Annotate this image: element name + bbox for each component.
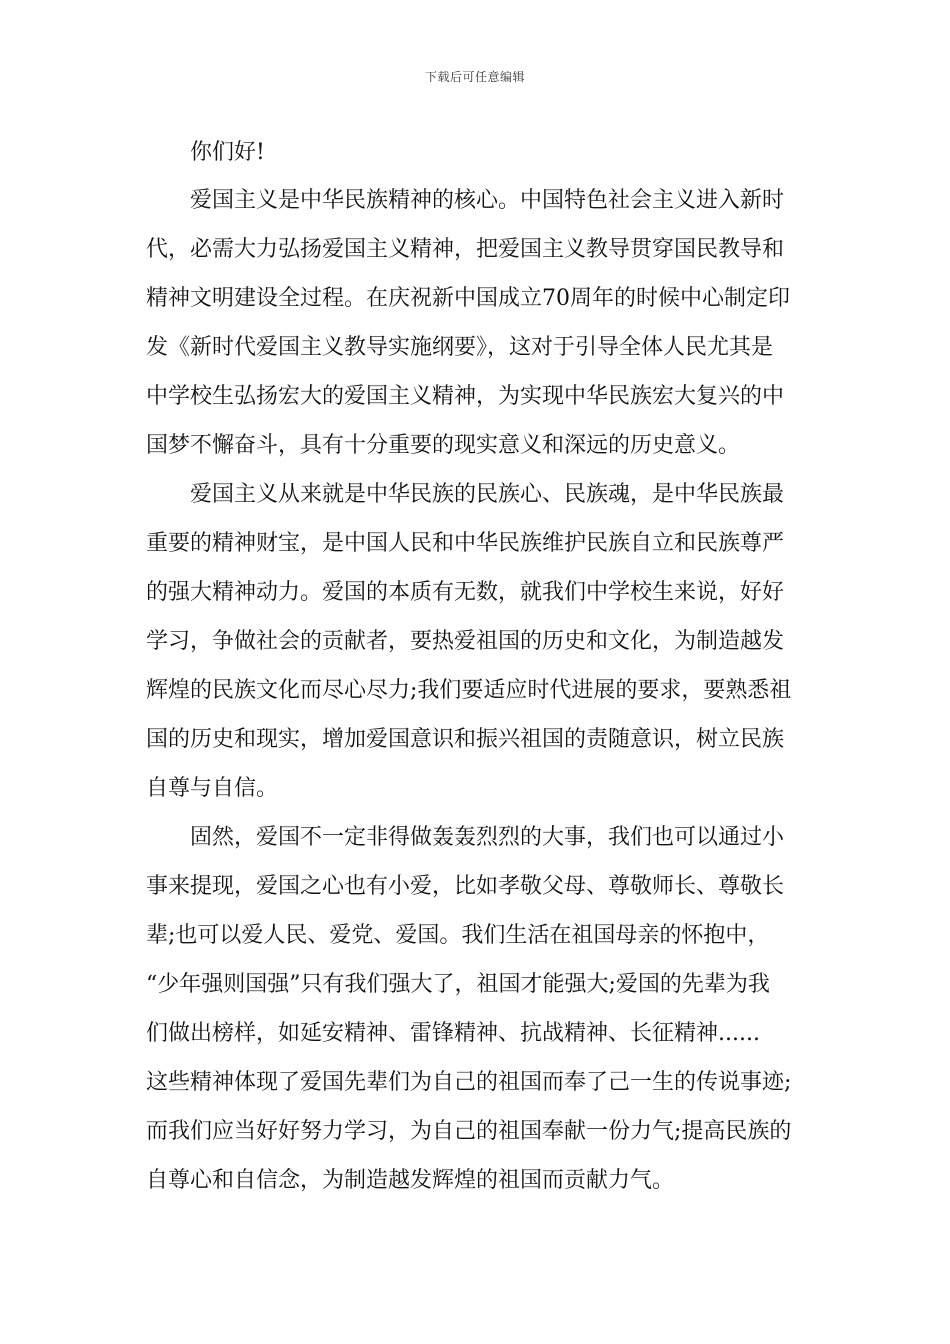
paragraph-line: 们做出榜样，如延安精神、雷锋精神、抗战精神、长征精神...... [146,1021,760,1046]
paragraph-line: 自尊心和自信念，为制造越发辉煌的祖国而贡献力气。 [146,1168,675,1193]
paragraph-line: 自尊与自信。 [146,776,279,801]
greeting-line: 你们好! [190,140,265,165]
paragraph-line: 事来提现，爱国之心也有小爱，比如孝敬父母、尊敬师长、尊敬长 [146,874,785,899]
paragraph-line: 国梦不懈奋斗，具有十分重要的现实意义和深远的历史意义。 [146,433,741,458]
paragraph-line: 固然，爱国不一定非得做轰轰烈烈的大事，我们也可以通过小 [190,825,785,850]
page-header: 下载后可任意编辑 [424,70,525,84]
paragraph-line: 中学校生弘扬宏大的爱国主义精神，为实现中华民族宏大复兴的中 [146,384,785,409]
paragraph-line: 爱国主义是中华民族精神的核心。中国特色社会主义进入新时 [190,188,785,213]
paragraph-line: 的强大精神动力。爱国的本质有无数，就我们中学校生来说，好好 [146,580,785,605]
paragraph-line: 爱国主义从来就是中华民族的民族心、民族魂，是中华民族最 [190,482,785,507]
paragraph-line: 国的历史和现实，增加爱国意识和振兴祖国的责随意识，树立民族 [146,727,785,752]
paragraph-line: 学习，争做社会的贡献者，要热爱祖国的历史和文化，为制造越发 [146,629,785,654]
paragraph-line: 发《新时代爱国主义教导实施纲要》，这对于引导全体人民尤其是 [146,335,774,360]
paragraph-line: 辉煌的民族文化而尽心尽力;我们要适应时代进展的要求，要熟悉祖 [146,678,792,703]
paragraph-line: 而我们应当好好努力学习，为自己的祖国奉献一份力气;提高民族的 [146,1119,792,1144]
paragraph-line: 辈;也可以爱人民、爱党、爱国。我们生活在祖国母亲的怀抱中， [146,923,770,948]
paragraph-line: 这些精神体现了爱国先辈们为自己的祖国而奉了己一生的传说事迹; [146,1070,792,1095]
paragraph-line: 代，必需大力弘扬爱国主义精神，把爱国主义教导贯穿国民教导和 [146,237,785,262]
paragraph-line: 重要的精神财宝，是中国人民和中华民族维护民族自立和民族尊严 [146,531,785,556]
paragraph-line: 精神文明建设全过程。在庆祝新中国成立70周年的时候中心制定印 [146,286,790,311]
paragraph-line: “少年强则国强”只有我们强大了，祖国才能强大;爱国的先辈为我 [146,972,770,997]
